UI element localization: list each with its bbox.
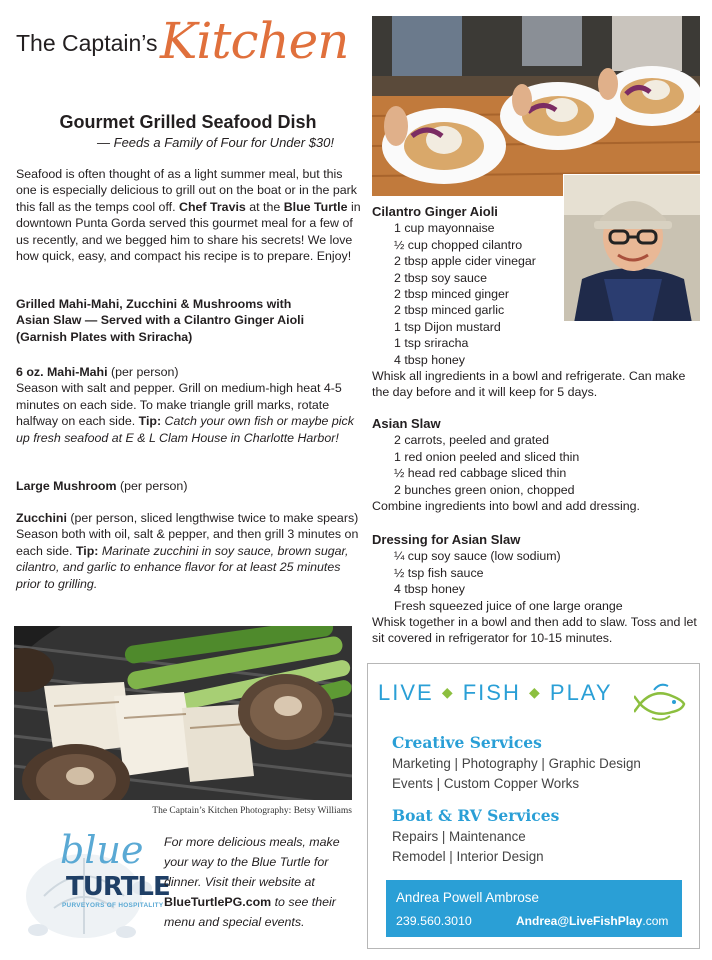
diamond-icon: ◆ [528,684,542,700]
plates-illustration [372,16,700,196]
slaw-ingredient: 2 carrots, peeled and grated [394,433,549,448]
slaw-directions: Combine ingredients into bowl and add dressing. [372,499,640,514]
aioli-ingredient: ½ cup chopped cilantro [394,237,523,252]
aioli-ingredient: 2 tbsp minced garlic [394,303,505,318]
boat-rv-services-line: Repairs | Maintenance [392,829,526,844]
contact-email[interactable]: Andrea@LiveFishPlay.com [516,914,669,928]
mahi-section: 6 oz. Mahi-Mahi (per person) Season with salt and pepper. Grill on medium-high heat 4-5 minutes on each side. To make triangle grill marks, rotate halfway on each side. Tip: Catch your own fish or maybe pick up fresh seafood at E & L Clam House in Charlotte Harbor! [16,365,354,445]
aioli-ingredient: 1 tsp sriracha [394,336,469,351]
creative-services-line: Events | Custom Copper Works [392,776,580,791]
contact-name: Andrea Powell Ambrose [396,890,539,905]
chef-illustration [564,175,701,322]
slaw-title: Asian Slaw [372,416,441,431]
creative-services-line: Marketing | Photography | Graphic Design [392,756,641,771]
dressing-ingredient: ½ tsp fish sauce [394,565,484,580]
slaw-ingredient: ½ head red cabbage sliced thin [394,466,567,481]
contact-bar [386,880,682,937]
slaw-ingredient: 2 bunches green onion, chopped [394,482,575,497]
plates-photo [372,16,700,196]
dish-subtitle: — Feeds a Family of Four for Under $30! [97,135,334,150]
fish-logo-icon [634,682,686,722]
grill-photo [14,626,352,800]
dressing-title: Dressing for Asian Slaw [372,532,521,547]
blue-turtle-logo-turtle: TURTLE [66,872,170,902]
recipe-heading: Grilled Mahi-Mahi, Zucchini & Mushrooms with Asian Slaw — Served with a Cilantro Ginger Aioli (Garnish Plates with Sriracha) [16,297,305,344]
aioli-ingredient: 4 tbsp honey [394,352,465,367]
aioli-ingredient: 2 tbsp minced ginger [394,287,510,302]
ad-tagline: LIVE ◆ FISH ◆ PLAY [378,680,613,705]
blue-turtle-logo-tagline: PURVEYORS OF HOSPITALITY [62,902,164,909]
mushroom-section: Large Mushroom (per person) [16,479,188,493]
aioli-title: Cilantro Ginger Aioli [372,204,498,219]
restaurant-name: Blue Turtle [283,199,348,214]
dressing-recipe [372,532,702,647]
aioli-ingredient: 1 tsp Dijon mustard [394,319,501,334]
blue-turtle-logo-blue: blue [60,828,144,872]
aioli-ingredient: 2 tbsp apple cider vinegar [394,254,536,269]
boat-rv-services-title: Boat & RV Services [392,806,560,825]
dressing-ingredient: Fresh squeezed juice of one large orange [394,598,623,613]
grill-illustration [14,626,352,800]
aioli-directions: Whisk all ingredients in a bowl and refrigerate. Can make the day before and it will keep for 5 days. [372,369,686,400]
photo-credit: The Captain’s Kitchen Photography: Betsy Williams [152,806,352,816]
dish-title: Gourmet Grilled Seafood Dish [59,112,317,132]
chef-photo [563,174,701,322]
dressing-ingredient: ¼ cup soy sauce (low sodium) [394,549,561,564]
dressing-directions: Whisk together in a bowl and then add to slaw. Toss and let sit covered in refrigerator for 10-15 minutes. [372,615,697,646]
aioli-recipe [372,204,558,368]
blue-turtle-promo: For more delicious meals, make your way to the Blue Turtle for dinner. Visit their website at BlueTurtlePG.com to see their menu and special events. [164,835,340,929]
aioli-ingredient: 2 tbsp soy sauce [394,270,487,285]
contact-phone[interactable]: 239.560.3010 [396,914,472,928]
diamond-icon: ◆ [441,684,455,700]
creative-services-title: Creative Services [392,733,542,752]
boat-rv-services-line: Remodel | Interior Design [392,849,544,864]
dressing-ingredient: 4 tbsp honey [394,582,465,597]
title-kitchen: Kitchen [160,12,349,70]
aioli-ingredient: 1 cup mayonnaise [394,221,495,236]
slaw-recipe [372,416,702,514]
blue-turtle-link[interactable]: BlueTurtlePG.com [164,895,272,909]
chef-name: Chef Travis [179,199,246,214]
intro-paragraph: Seafood is often thought of as a light summer meal, but this one is especially delicious to grill out on the boat or in the park this fall as the temps cool off. Chef Travis at the Blue Turtle in downtown Punta Gorda served this gourmet meal for a few of us recently, and we begged him to share his secrets! We love how quick, easy, and compact his recipe is to prepare. Enjoy! [16,167,361,264]
slaw-ingredient: 1 red onion peeled and sliced thin [394,449,580,464]
zucchini-section: Zucchini (per person, sliced lengthwise twice to make spears) Season both with oil, salt & pepper, and then grill 3 minutes on each side. Tip: Marinate zucchini in soy sauce, brown sugar, cilantro, and garlic to enhance flavor for at least 25 minutes prior to grilling. [16,511,359,591]
title-captains: The Captain’s [16,30,158,56]
